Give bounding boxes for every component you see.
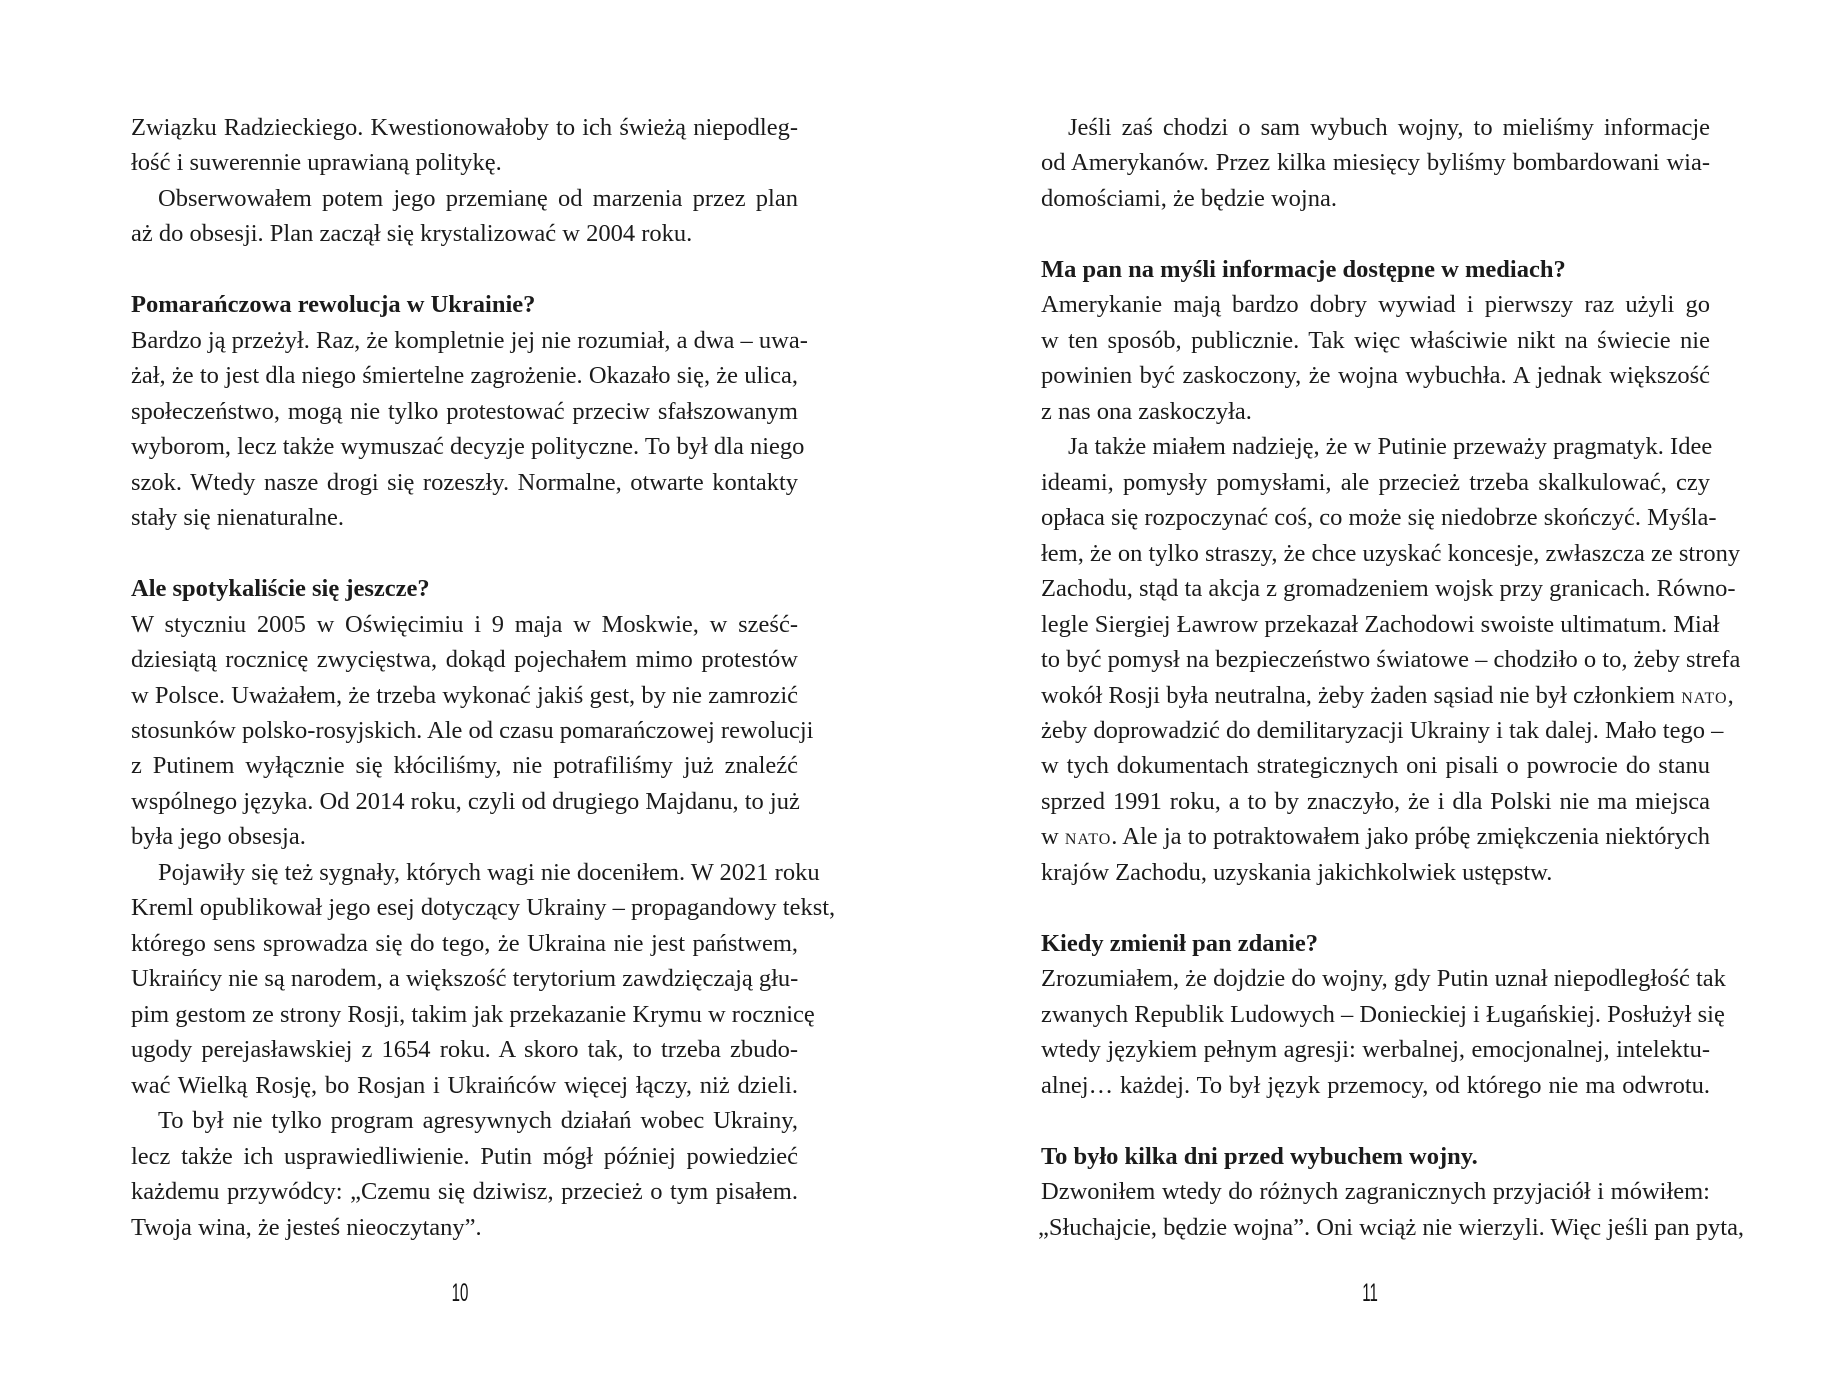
text-line: aż do obsesji. Plan zaczął się krystalizować w 2004 roku. bbox=[131, 220, 693, 248]
interview-question: Ma pan na myśli informacje dostępne w mediach? bbox=[1041, 255, 1566, 283]
text-line: Ukraińcy nie są narodem, a większość terytorium zawdzięczają głu- bbox=[131, 965, 799, 993]
paragraph-first-line: Obserwowałem potem jego przemianę od marzenia przez plan bbox=[158, 184, 798, 212]
interview-question: Pomarańczowa rewolucja w Ukrainie? bbox=[131, 291, 536, 319]
text-line: stały się nienaturalne. bbox=[131, 504, 344, 532]
text-line: wać Wielką Rosję, bo Rosjan i Ukraińców więcej łączy, niż dzieli. bbox=[131, 1071, 798, 1099]
text-line: w ten sposób, publicznie. Tak więc właściwie nikt na świecie nie bbox=[1041, 326, 1710, 354]
text-line: Amerykanie mają bardzo dobry wywiad i pierwszy raz użyli go bbox=[1041, 291, 1710, 319]
blank-line bbox=[1041, 216, 1710, 251]
text-line: Bardzo ją przeżył. Raz, że kompletnie jej nie rozumiał, a dwa – uwa- bbox=[131, 326, 808, 354]
text-line: dziesiątą rocznicę zwycięstwa, dokąd pojechałem mimo protestów bbox=[131, 646, 798, 674]
text-line: Zachodu, stąd ta akcja z gromadzeniem wojsk przy granicach. Równo- bbox=[1041, 575, 1736, 603]
interview-question: Ale spotykaliście się jeszcze? bbox=[131, 575, 430, 603]
text-line: społeczeństwo, mogą nie tylko protestować przeciw sfałszowanym bbox=[131, 397, 798, 425]
paragraph-first-line: Ja także miałem nadzieję, że w Putinie przeważy pragmatyk. Idee bbox=[1068, 433, 1713, 461]
page-number-left: 10 bbox=[451, 1279, 469, 1307]
text-line: opłaca się rozpoczynać coś, co może się niedobrze skończyć. Myśla- bbox=[1041, 504, 1717, 532]
text-line: Związku Radzieckiego. Kwestionowałoby to ich świeżą niepodleg- bbox=[131, 114, 798, 141]
text-line: sprzed 1991 roku, a to by znaczyło, że i dla Polski nie ma miejsca bbox=[1041, 787, 1710, 815]
text-line: W styczniu 2005 w Oświęcimiu i 9 maja w Moskwie, w sześć- bbox=[131, 610, 798, 638]
text-line: zwanych Republik Ludowych – Donieckiej i Ługańskiej. Posłużył się bbox=[1041, 1000, 1725, 1028]
interview-question: Kiedy zmienił pan zdanie? bbox=[1041, 929, 1319, 957]
text-line: była jego obsesja. bbox=[131, 823, 306, 851]
text-line: Twoja wina, że jesteś nieoczytany”. bbox=[131, 1213, 482, 1241]
paragraph-first-line: To był nie tylko program agresywnych działań wobec Ukrainy, bbox=[158, 1107, 798, 1135]
text-line: każdemu przywódcy: „Czemu się dziwisz, przecież o tym pisałem. bbox=[131, 1178, 798, 1206]
text-line: z nas ona zaskoczyła. bbox=[1041, 397, 1252, 425]
text-line: żał, że to jest dla niego śmiertelne zagrożenie. Okazało się, że ulica, bbox=[131, 362, 798, 390]
page-number-right: 11 bbox=[1362, 1279, 1378, 1307]
text-line: z Putinem wyłącznie się kłóciliśmy, nie potrafiliśmy już znaleźć bbox=[131, 752, 798, 780]
left-page bbox=[0, 0, 915, 1388]
text-line: szok. Wtedy nasze drogi się rozeszły. Normalne, otwarte kontakty bbox=[131, 468, 798, 496]
text-line: w tych dokumentach strategicznych oni pisali o powrocie do stanu bbox=[1041, 752, 1710, 780]
right-page bbox=[915, 0, 1831, 1388]
text-line: alnej… każdej. To był język przemocy, od którego nie ma odwrotu. bbox=[1041, 1071, 1710, 1099]
paragraph-first-line: Jeśli zaś chodzi o sam wybuch wojny, to mieliśmy informacje bbox=[1068, 114, 1710, 141]
text-line: od Amerykanów. Przez kilka miesięcy byliśmy bombardowani wia- bbox=[1041, 149, 1710, 177]
text-line: krajów Zachodu, uzyskania jakichkolwiek ustępstw. bbox=[1041, 858, 1553, 886]
text-line: lecz także ich usprawiedliwienie. Putin mógł później powiedzieć bbox=[131, 1142, 798, 1170]
text-line: Zrozumiałem, że dojdzie do wojny, gdy Putin uznał niepodległość tak bbox=[1041, 965, 1726, 993]
text-line: ugody perejasławskiej z 1654 roku. A skoro tak, to trzeba zbudo- bbox=[131, 1036, 798, 1064]
text-line: legle Siergiej Ławrow przekazał Zachodowi swoiste ultimatum. Miał bbox=[1041, 610, 1720, 638]
text-line: „Słuchajcie, będzie wojna”. Oni wciąż nie wierzyli. Więc jeśli pan pyta, bbox=[1038, 1213, 1745, 1241]
text-line: łem, że on tylko straszy, że chce uzyskać koncesje, zwłaszcza ze strony bbox=[1041, 539, 1741, 567]
text-line: ideami, pomysły pomysłami, ale przecież trzeba skalkulować, czy bbox=[1041, 468, 1710, 496]
text-line: Kreml opublikował jego esej dotyczący Ukrainy – propagandowy tekst, bbox=[131, 894, 836, 922]
text-line: żeby doprowadzić do demilitaryzacji Ukrainy i tak dalej. Mało tego – bbox=[1041, 716, 1724, 744]
text-line: wokół Rosji była neutralna, żeby żaden sąsiad nie był członkiem nato, bbox=[1041, 681, 1734, 709]
blank-line bbox=[131, 252, 798, 287]
left-page-text bbox=[131, 110, 836, 1245]
text-line: domościami, że będzie wojna. bbox=[1041, 184, 1337, 212]
text-line: wtedy językiem pełnym agresji: werbalnej, emocjonalnej, intelektu- bbox=[1041, 1036, 1710, 1064]
text-line: wspólnego języka. Od 2014 roku, czyli od drugiego Majdanu, to już bbox=[131, 787, 800, 815]
text-line: Dzwoniłem wtedy do różnych zagranicznych przyjaciół i mówiłem: bbox=[1041, 1178, 1710, 1206]
text-line: którego sens sprowadza się do tego, że Ukraina nie jest państwem, bbox=[131, 929, 798, 957]
interview-question: To było kilka dni przed wybuchem wojny. bbox=[1041, 1142, 1478, 1170]
text-line: w nato. Ale ja to potraktowałem jako próbę zmiękczenia niektórych bbox=[1041, 823, 1710, 851]
text-line: stosunków polsko-rosyjskich. Ale od czasu pomarańczowej rewolucji bbox=[131, 716, 814, 744]
text-line: w Polsce. Uważałem, że trzeba wykonać jakiś gest, by nie zamrozić bbox=[131, 681, 798, 709]
text-line: pim gestom ze strony Rosji, takim jak przekazanie Krymu w rocznicę bbox=[131, 1000, 815, 1028]
right-page-text bbox=[1038, 110, 1745, 1245]
blank-line bbox=[131, 536, 798, 571]
text-line: to być pomysł na bezpieczeństwo światowe – chodziło o to, żeby strefa bbox=[1041, 646, 1741, 674]
text-line: powinien być zaskoczony, że wojna wybuchła. A jednak większość bbox=[1041, 362, 1710, 390]
small-caps-acronym: nato bbox=[1064, 824, 1112, 850]
text-line: łość i suwerennie uprawianą politykę. bbox=[131, 149, 502, 177]
small-caps-acronym: nato bbox=[1681, 682, 1728, 708]
paragraph-first-line: Pojawiły się też sygnały, których wagi nie doceniłem. W 2021 roku bbox=[158, 858, 820, 886]
blank-line bbox=[1041, 890, 1710, 925]
blank-line bbox=[1041, 1103, 1710, 1138]
text-line: wyborom, lecz także wymuszać decyzje polityczne. To był dla niego bbox=[131, 433, 805, 461]
